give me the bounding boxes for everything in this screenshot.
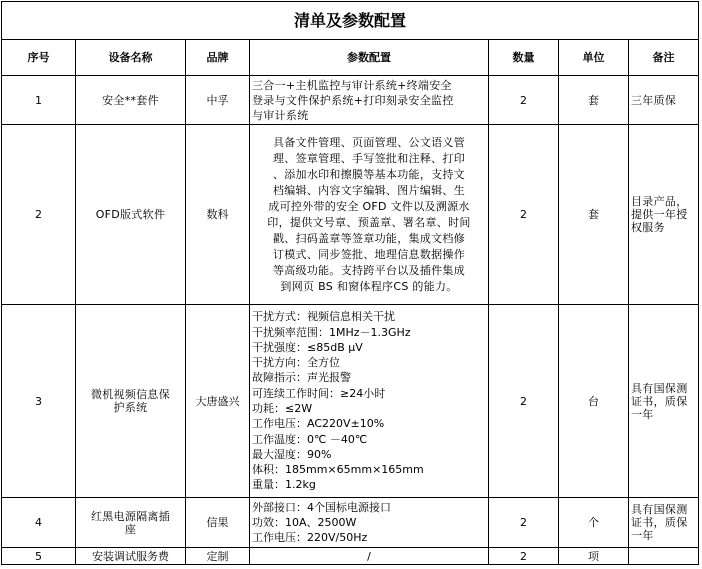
table-row xyxy=(2,498,699,548)
table-title: 清单及参数配置 xyxy=(2,2,699,40)
table-row xyxy=(2,548,699,565)
cell-name: 红黑电源隔离插 座 xyxy=(76,498,186,548)
cell-brand: 中孚 xyxy=(186,76,250,125)
col-header-spec: 参数配置 xyxy=(250,40,489,76)
cell-no: 3 xyxy=(2,305,76,498)
cell-no: 1 xyxy=(2,76,76,125)
cell-spec: 外部接口：4个国标电源接口 功效：10A、2500W 工作电压：220V/50Hz xyxy=(250,498,489,548)
cell-qty: 2 xyxy=(489,498,559,548)
table-row xyxy=(2,76,699,125)
cell-brand: 数科 xyxy=(186,125,250,305)
cell-brand: 定制 xyxy=(186,548,250,565)
cell-spec: 干扰方式：视频信息相关干扰 干扰频率范围：1MHz－1.3GHz 干扰强度：≤85dB μV 干扰方向：全方位 故障指示：声光报警 可连续工作时间：≥24小时 功耗：≤2W 工作电压：AC220V±10% 工作温度：0℃ －40℃ 最大湿度：90% 体积：185mm×65mm×165mm 重量：1.2kg xyxy=(250,305,489,498)
cell-note: 具有国保测 证书，质保 一年 xyxy=(629,305,699,498)
col-header-no: 序号 xyxy=(2,40,76,76)
cell-qty: 2 xyxy=(489,125,559,305)
cell-no: 5 xyxy=(2,548,76,565)
col-header-brand: 品牌 xyxy=(186,40,250,76)
cell-spec: / xyxy=(250,548,489,565)
cell-qty: 2 xyxy=(489,76,559,125)
cell-brand: 大唐盛兴 xyxy=(186,305,250,498)
cell-spec: 具备文件管理、页面管理、公文语义管 理、签章管理、手写签批和注释、打印 、添加水印和擦膜等基本功能，支持文 档编辑、内容文字编辑、图片编辑、生 成可控外带的安全 OFD 文件以及溯源水 印，提供文号章、预盖章、署名章、时间 戳、扫码盖章等签章功能，集成文档修 订模式、同步签批、地理信息数据操作 等高级功能。支持跨平台以及插件集成 到网页 BS 和窗体程序CS 的能力。 xyxy=(250,125,489,305)
cell-name: 安全**套件 xyxy=(76,76,186,125)
cell-name: OFD版式软件 xyxy=(76,125,186,305)
cell-unit: 套 xyxy=(559,125,629,305)
col-header-qty: 数量 xyxy=(489,40,559,76)
cell-no: 2 xyxy=(2,125,76,305)
cell-name: 安装调试服务费 xyxy=(76,548,186,565)
header-row xyxy=(2,40,699,76)
cell-unit: 套 xyxy=(559,76,629,125)
cell-qty: 2 xyxy=(489,548,559,565)
cell-note xyxy=(629,548,699,565)
cell-no: 4 xyxy=(2,498,76,548)
cell-name: 微机视频信息保 护系统 xyxy=(76,305,186,498)
cell-note: 三年质保 xyxy=(629,76,699,125)
cell-brand: 信果 xyxy=(186,498,250,548)
col-header-note: 备注 xyxy=(629,40,699,76)
cell-unit: 项 xyxy=(559,548,629,565)
cell-note: 具有国保测 证书，质保 一年 xyxy=(629,498,699,548)
cell-note: 目录产品， 提供一年授 权服务 xyxy=(629,125,699,305)
col-header-unit: 单位 xyxy=(559,40,629,76)
col-header-name: 设备名称 xyxy=(76,40,186,76)
cell-unit: 个 xyxy=(559,498,629,548)
cell-qty: 2 xyxy=(489,305,559,498)
inventory-table xyxy=(1,1,699,565)
cell-spec: 三合一+主机监控与审计系统+终端安全 登录与文件保护系统+打印刻录安全监控 与审计系统 xyxy=(250,76,489,125)
table-row xyxy=(2,305,699,498)
table-row xyxy=(2,125,699,305)
cell-unit: 台 xyxy=(559,305,629,498)
